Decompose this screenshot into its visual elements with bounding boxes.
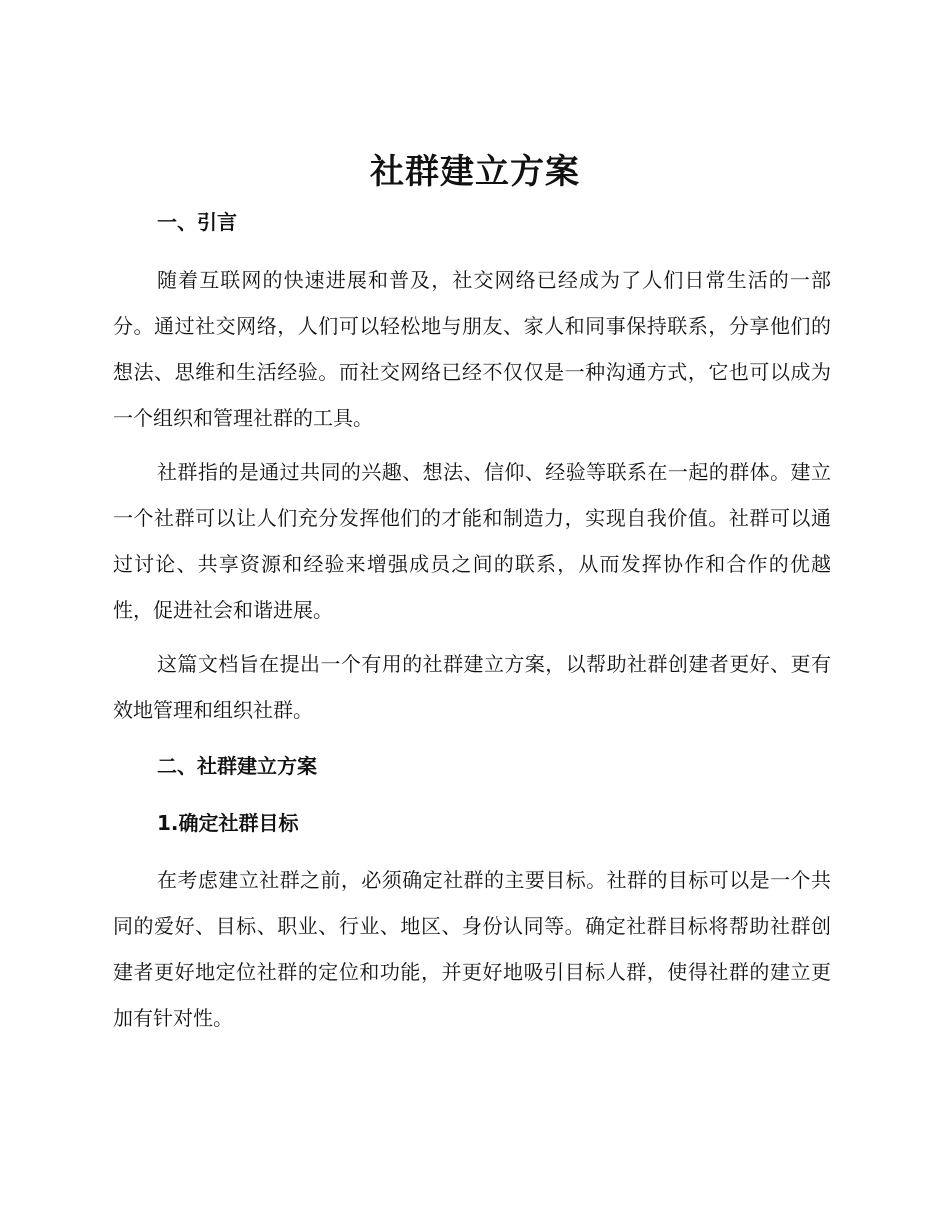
subsection-heading-goals: 1.确定社群目标	[157, 811, 299, 835]
paragraph-intro-1: 随着互联网的快速进展和普及，社交网络已经成为了人们日常生活的一部分。通过社交网络，人们可以轻松地与朋友、家人和同事保持联系，分享他们的想法、思维和生活经验。而社交网络已经不仅仅是一种沟通方式，它也可以成为一个组织和管理社群的工具。	[113, 268, 831, 430]
document-title: 社群建立方案	[370, 152, 580, 192]
section-heading-introduction: 一、引言	[157, 210, 237, 234]
paragraph-intro-3: 这篇文档旨在提出一个有用的社群建立方案，以帮助社群创建者更好、更有效地管理和组织社群。	[113, 652, 831, 722]
paragraph-goals: 在考虑建立社群之前，必须确定社群的主要目标。社群的目标可以是一个共同的爱好、目标、职业、行业、地区、身份认同等。确定社群目标将帮助社群创建者更好地定位社群的定位和功能，并更好地吸引目标人群，使得社群的建立更加有针对性。	[113, 868, 831, 1030]
paragraph-intro-2: 社群指的是通过共同的兴趣、想法、信仰、经验等联系在一起的群体。建立一个社群可以让人们充分发挥他们的才能和制造力，实现自我价值。社群可以通过讨论、共享资源和经验来增强成员之间的联系，从而发挥协作和合作的优越性，促进社会和谐进展。	[113, 460, 831, 622]
section-heading-plan: 二、社群建立方案	[157, 754, 317, 778]
